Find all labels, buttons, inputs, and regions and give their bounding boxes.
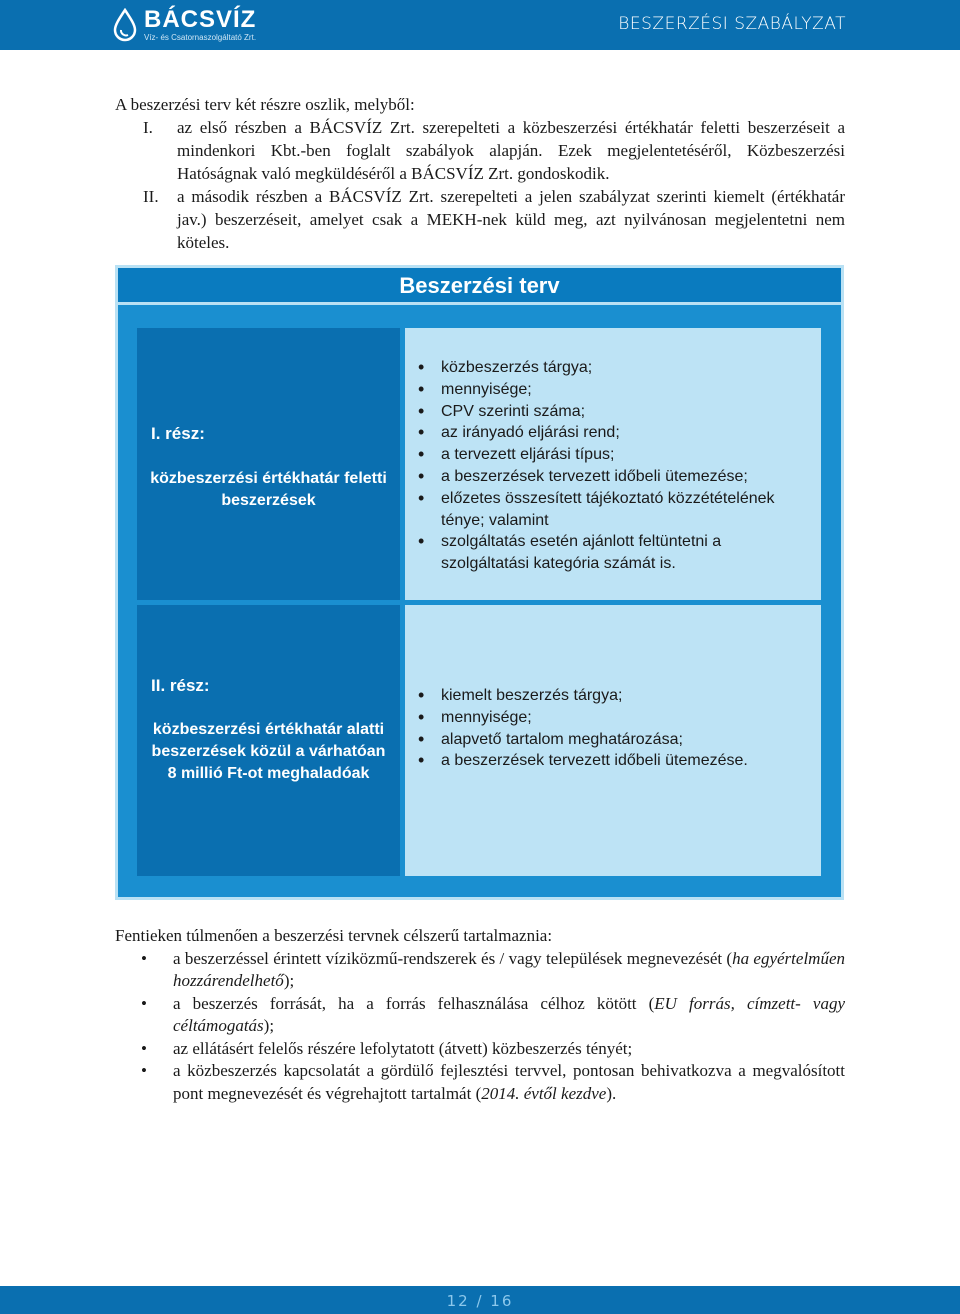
list-item-emphasis: ha egyértelműen hozzárendelhető xyxy=(173,948,845,990)
list-item xyxy=(115,993,845,1038)
list-item xyxy=(115,948,845,993)
logo-subtitle: Víz- és Csatornaszolgáltató Zrt. xyxy=(144,33,257,42)
part-1-label: I. rész: xyxy=(151,424,205,443)
additional-bullet-list xyxy=(115,948,845,1106)
part-2-bullet-list xyxy=(405,685,805,772)
list-item xyxy=(115,1038,845,1061)
intro-item-text: a második részben a BÁCSVÍZ Zrt. szerepelteti a jelen szabályzat szerinti kiemelt (értékhatár jav.) beszerzéseit, amelyet csak a MEKH-nek küld meg, azt nyilvánosan megjelentetni nem köteles. xyxy=(177,187,845,252)
intro-item-number: I. xyxy=(143,118,153,137)
company-logo xyxy=(112,3,256,47)
part-1-description xyxy=(137,468,400,512)
part-2-description xyxy=(137,719,400,785)
part-1-description-line: beszerzések xyxy=(221,492,316,509)
list-item: • közbeszerzés tárgya; xyxy=(405,357,805,379)
list-item-text: ). xyxy=(606,1083,617,1103)
list-item: • mennyisége; xyxy=(405,379,805,401)
list-item: • a tervezett eljárási típus; xyxy=(405,444,805,466)
additional-contents-section xyxy=(115,925,845,1105)
part-2-label-box xyxy=(137,605,400,876)
list-item-emphasis: EU forrás, címzett- vagy céltámogatás xyxy=(173,993,845,1035)
list-item: • alapvető tartalom meghatározása; xyxy=(405,729,805,751)
document-title: BESZERZÉSI SZABÁLYZAT xyxy=(618,14,846,34)
intro-item-number: II. xyxy=(143,187,159,206)
list-item-text: a beszerzés forrását, ha a forrás felhasználása célhoz kötött ( xyxy=(173,993,655,1013)
part-1-label-box xyxy=(137,328,400,600)
intro-item-2 xyxy=(115,185,845,254)
list-item-emphasis: 2014. évtől kezdve xyxy=(481,1083,607,1103)
list-item-text: ); xyxy=(263,1016,275,1035)
list-item: • CPV szerinti száma; xyxy=(405,401,805,423)
additional-lead: Fentieken túlmenően a beszerzési tervnek célszerű tartalmaznia: xyxy=(115,926,553,945)
list-item-text: ); xyxy=(283,971,295,990)
diagram-body xyxy=(118,305,841,897)
intro-lead: A beszerzési terv két részre oszlik, melyből: xyxy=(115,95,415,114)
page-header xyxy=(0,0,960,50)
part-1-description-line: közbeszerzési értékhatár feletti xyxy=(150,470,387,487)
logo-name: BÁCSVÍZ xyxy=(144,6,257,33)
part-2-content-box xyxy=(405,605,821,876)
list-item xyxy=(115,1060,845,1105)
list-item: • a beszerzések tervezett időbeli ütemezése; xyxy=(405,466,805,488)
list-item: • kiemelt beszerzés tárgya; xyxy=(405,685,805,707)
procurement-plan-diagram xyxy=(115,265,844,900)
water-drop-logo-icon xyxy=(112,8,138,42)
list-item: • mennyisége; xyxy=(405,707,805,729)
page-number: 12 / 16 xyxy=(446,1292,514,1310)
part-2-description-line: közbeszerzési értékhatár alatti xyxy=(152,721,385,738)
list-item-text: a beszerzéssel érintett víziközmű-rendszerek és / vagy települések megnevezését ( xyxy=(173,948,733,968)
list-item-text: a közbeszerzés kapcsolatát a gördülő fejlesztési tervvel, pontosan behivatkozva a megvalósított pont megnevezését és végrehajtott tartalmát ( xyxy=(173,1061,845,1103)
part-1-content-box xyxy=(405,328,821,600)
list-item: • szolgáltatás esetén ajánlott feltüntetni a szolgáltatási kategória számát is. xyxy=(405,531,805,575)
diagram-title: Beszerzési terv xyxy=(118,268,841,302)
list-item-text: az ellátásért felelős részére lefolytatott (átvett) közbeszerzés tényét; xyxy=(173,1038,633,1058)
list-item: • a beszerzések tervezett időbeli ütemezése. xyxy=(405,750,805,772)
list-item: • az irányadó eljárási rend; xyxy=(405,422,805,444)
part-2-description-line: beszerzések közül a várhatóan xyxy=(151,743,386,760)
part-1-bullet-list xyxy=(405,357,805,575)
page-footer xyxy=(0,1286,960,1314)
list-item: • előzetes összesített tájékoztató közzétételének ténye; valamint xyxy=(405,488,805,532)
intro-item-1 xyxy=(115,116,845,185)
part-2-description-line: 8 millió Ft-ot meghaladóak xyxy=(167,765,370,782)
part-2-label: II. rész: xyxy=(151,676,210,695)
intro-item-text: az első részben a BÁCSVÍZ Zrt. szerepelteti a közbeszerzési értékhatár feletti beszerzéseit a mindenkori Kbt.-ben foglalt szabályok alapján. Ezek megjelentetéséről, Közbeszerzési Hatóságnak való megküldéséről a BÁCSVÍZ Zrt. gondoskodik. xyxy=(177,118,845,183)
intro-section xyxy=(115,93,845,254)
